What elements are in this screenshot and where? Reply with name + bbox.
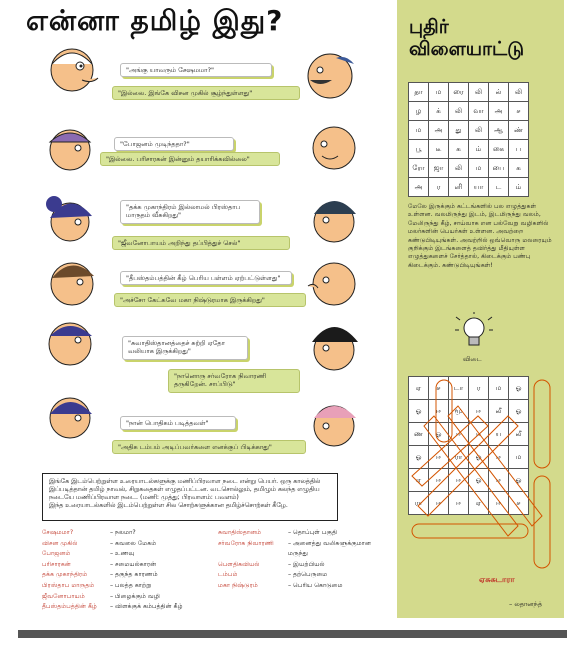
answer-cell: லீ <box>509 423 529 446</box>
grid-cell: தா <box>409 83 429 102</box>
answer-cell: ஏ <box>409 377 429 400</box>
glossary-tamil-word: – சமையல்காரன் <box>110 560 157 568</box>
answer-cell: மூ <box>449 400 469 423</box>
answer-cell: ஓ <box>469 446 489 469</box>
speech-bubble-question-5: "சுவாதிஸ்தானத்தைச் சுற்றி ஏதோ வலியாக இருக்கிறது" <box>122 336 248 360</box>
glossary-source-word: பௌதிகவியல் <box>218 560 260 568</box>
answer-cell: டா <box>449 377 469 400</box>
answer-cell: ஈ <box>469 423 489 446</box>
puzzle-title-line-2: விளையாட்டு <box>409 38 525 60</box>
grid-cell: ம் <box>509 178 529 197</box>
face-bald-man-icon <box>300 120 362 172</box>
speech-bubble-question-1: "அங்கு யாவரும் சேஷமமா?" <box>120 63 272 77</box>
speech-bubble-question-2: "போஜனம் முடிந்ததா?" <box>114 137 234 151</box>
puzzle-instructions: மேலே இருக்கும் கட்டங்களில் பல எழுத்துகள் உள்ளன. வலமிருந்து இடம், இடமிருந்து வலம், மேலிருந்து கீழ், சாய்வாக என பல்வேறு வழிகளில் மலர்களின் பெயர்கள் உள்ளன. அவற்றை கண்டுபிடியுங்கள். அவற்றில் ஒவ்வொரு மலரையும் குறிக்கும் இடங்களைத் தவிர்த்து மீதியுள்ள எழுத்துகளைச் சேர்த்தால், கிடைக்கும் பண்பு கிடைக்கும். கண்டுபிடியுங்கள்! <box>408 203 552 269</box>
answer-cell: ஈ <box>469 400 489 423</box>
grid-cell: பூ <box>409 140 429 159</box>
glossary-column-1 <box>42 528 183 613</box>
glossary-source-word: பிரஸ்தாப மாருதம் <box>42 581 95 589</box>
grid-cell: லி <box>449 102 469 121</box>
answer-cell: ஓ <box>469 469 489 492</box>
grid-cell: வா <box>469 102 489 121</box>
footer-bar <box>18 630 567 638</box>
glossary-source-word: பரிசாரகன் <box>42 560 71 568</box>
answer-cell: ஓ <box>509 469 529 492</box>
grid-cell: கை <box>489 140 509 159</box>
answer-cell: ஈ <box>429 492 449 515</box>
grid-cell: லி <box>449 159 469 178</box>
glossary-source-word: டம்பம் <box>218 571 238 579</box>
grid-cell: ண் <box>509 121 529 140</box>
face-man-hair-icon <box>44 256 106 308</box>
glossary-tamil-word: – பலத்த காற்று <box>110 581 152 589</box>
glossary-tamil-word: – பெரிய கொடுமை <box>288 581 343 589</box>
glossary-source-word: தீபஸ்தம்பத்தின் கீழ் <box>42 603 97 611</box>
grid-cell: ர <box>429 178 449 197</box>
answer-cell: ஈ <box>489 492 509 515</box>
speech-bubble-answer-6: "அதிக டம்பம் அடிப்பவர்களை எனக்குப் பிடிக்காது" <box>112 440 306 454</box>
answer-cell: ஓ <box>509 400 529 423</box>
grid-cell: து <box>449 121 469 140</box>
face-woman-3-icon <box>300 398 362 450</box>
grid-cell: ம <box>469 159 489 178</box>
grid-cell: ளி <box>449 178 469 197</box>
answer-cell: ஓ <box>509 377 529 400</box>
grid-cell: ம <box>429 83 449 102</box>
grid-cell: க <box>509 159 529 178</box>
answer-cell: ரா <box>449 446 469 469</box>
puzzle-panel <box>397 0 564 618</box>
glossary-source-word: விசன முகில் <box>42 539 78 547</box>
answer-cell: ஈ <box>429 400 449 423</box>
glossary-source-word: சுவாதிஸ்தானம் <box>218 529 262 536</box>
face-man-mustache-icon <box>296 50 358 102</box>
glossary-tamil-word: – இயற்பியல் <box>288 560 325 568</box>
answer-cell: ஈ <box>449 469 469 492</box>
grid-cell: அ <box>429 121 449 140</box>
answer-cell: ஈ <box>449 492 469 515</box>
grid-cell: டீ <box>429 140 449 159</box>
speech-bubble-answer-4: "அச்சோ கேட்கவே மகா நிஷ்டுரமாக இருக்கிறது" <box>114 293 306 307</box>
answer-label: விடை <box>463 355 482 363</box>
face-man-bald-icon <box>42 44 104 96</box>
grid-cell: லி <box>469 83 489 102</box>
glossary-source-word: தக்க முகாந்திரம் <box>42 571 88 579</box>
grid-cell: ப <box>509 140 529 159</box>
answer-cell: ண <box>409 423 429 446</box>
answer-cell: ஈ <box>429 469 449 492</box>
glossary-tamil-word: – கவலை மேகம் <box>110 539 157 547</box>
face-woman-bun-icon <box>42 192 104 244</box>
answer-cell: ஓ <box>409 400 429 423</box>
answer-highlight-loops <box>408 376 554 572</box>
glossary-tamil-word: – விளக்குக் கம்பத்தின் கீழ் <box>110 603 183 611</box>
glossary-source-word: சேஷமமா? <box>42 529 74 536</box>
answer-cell: லீ <box>489 400 509 423</box>
grid-cell: லி <box>469 121 489 140</box>
grid-cell: பை <box>489 159 509 178</box>
answer-cell: ச <box>509 492 529 515</box>
glossary-source-word: போஜனம் <box>42 550 71 558</box>
grid-cell: ரை <box>449 83 469 102</box>
face-man-beard-icon <box>42 316 104 368</box>
grid-cell: அ <box>489 102 509 121</box>
answer-cell: ரா <box>409 492 429 515</box>
grid-cell: ரோ <box>409 159 429 178</box>
grid-cell: ட <box>489 178 509 197</box>
answer-cell: ஓ <box>409 446 429 469</box>
glossary-source-word: ஜீவனோபாயம் <box>42 592 85 600</box>
glossary-tamil-word: – தொப்புள் பகுதி <box>288 529 338 536</box>
grid-cell: ஜா <box>429 159 449 178</box>
glossary-tamil-word: – பிழைக்கும் வழி <box>110 592 160 600</box>
answer-cell: ஈ <box>449 423 469 446</box>
explanation-note: இந்த உரையாடல்களில் இடம்பெற்றுள்ள சில சொற்களுக்கான தமிழ்ச்சொற்கள் கீழே. <box>49 502 288 509</box>
answer-cell: ஏ <box>469 492 489 515</box>
speech-bubble-question-3: "தக்க முகாந்திரம் இல்லாமல் பிரஸ்தாப மாருதம் வீசுகிறது" <box>120 200 260 224</box>
glossary-tamil-word: – அனைத்து வலிகளுக்குமான மருந்து <box>288 539 371 558</box>
speech-bubble-answer-3: "ஜீவனோபாயம் அறிந்து தப்பித்துச் செல்" <box>112 236 290 250</box>
author-credit: – லதானந்த் <box>509 600 543 608</box>
grid-cell: ஆ <box>489 121 509 140</box>
glossary-column-2 <box>218 528 374 591</box>
grid-cell: ழ <box>409 102 429 121</box>
face-man-cap-icon <box>42 122 104 174</box>
speech-bubble-answer-1: "இல்லை. இங்கே விசன முகில் சூழ்ந்துள்ளது" <box>112 86 300 100</box>
grid-cell: க <box>449 140 469 159</box>
answer-cell: ஓ <box>429 423 449 446</box>
answer-cell: ச <box>429 377 449 400</box>
grid-cell: யா <box>469 178 489 197</box>
speech-bubble-question-4: "தீபஸ்தம்பத்தின் கீழ் பெரிய பள்ளம் ஏற்பட்டுள்ளது" <box>120 271 292 285</box>
answer-cell: ர <box>469 377 489 400</box>
answer-cell: ய <box>489 423 509 446</box>
grid-cell: ல் <box>489 83 509 102</box>
glossary-source-word: சர்வரோக நிவாரணி <box>218 539 275 547</box>
puzzle-title-line-1: புதிர் <box>409 16 449 38</box>
puzzle-title <box>409 16 524 60</box>
answer-text: ஏசுசுடாரா <box>479 575 515 584</box>
puzzle-grid <box>408 82 529 197</box>
answer-cell: ஈ <box>429 446 449 469</box>
glossary-source-word: மகா நிஷ்டுரம் <box>218 581 258 589</box>
grid-cell: ம <box>409 121 429 140</box>
face-man-curly-icon <box>300 320 362 372</box>
answer-cell: ஈ <box>489 446 509 469</box>
glossary-tamil-word: – நலமா? <box>110 529 136 536</box>
explanation-text: இங்கே இடம்பெற்றுள்ள உரையாடல்களுக்கு மணிப்பிரவாள நடை என்று பெயர். ஒரு காலத்தில் இப்படித்தான் தமிழ் நாவல், சிறுகதைகள் எழுதப்பட்டன. வடசொல்லும், தமிழும் கலந்த எழுதிய நடையே மணிப்பிரவாள நடை. (மணி: முத்து; பிரவாளம்: பவளம்) <box>49 478 321 501</box>
answer-cell: ம <box>509 446 529 469</box>
glossary-tamil-word: – உணவு <box>110 550 135 558</box>
glossary-tamil-word: – தகுந்த காரணம் <box>110 571 158 579</box>
page-title: என்னா தமிழ் இது? <box>26 4 284 37</box>
answer-cell: ம <box>489 377 509 400</box>
grid-cell: ம் <box>469 140 489 159</box>
speech-bubble-answer-5: "நானொரு சர்வரோக நிவாரணி தருகிறேன். சாப்பிடு" <box>168 369 300 393</box>
grid-cell: லி <box>509 83 529 102</box>
lightbulb-icon <box>455 312 493 356</box>
grid-cell: ச <box>509 102 529 121</box>
answer-cell: ஈ <box>489 469 509 492</box>
glossary-tamil-word: – தற்பெருமை <box>288 571 328 579</box>
answer-cell: ஏ <box>409 469 429 492</box>
face-woman-icon <box>300 192 362 244</box>
grid-cell: அ <box>409 178 429 197</box>
speech-bubble-answer-2: "இல்லை. பரிசாரகன் இன்னும் தயாரிக்கவில்லை" <box>100 152 280 166</box>
face-bald-man-2-icon <box>300 256 362 308</box>
explanation-box <box>42 473 338 521</box>
grid-cell: க் <box>429 102 449 121</box>
face-woman-2-icon <box>42 390 104 442</box>
speech-bubble-question-6: "நான் பொதிகம் படித்தவள்" <box>120 416 236 430</box>
